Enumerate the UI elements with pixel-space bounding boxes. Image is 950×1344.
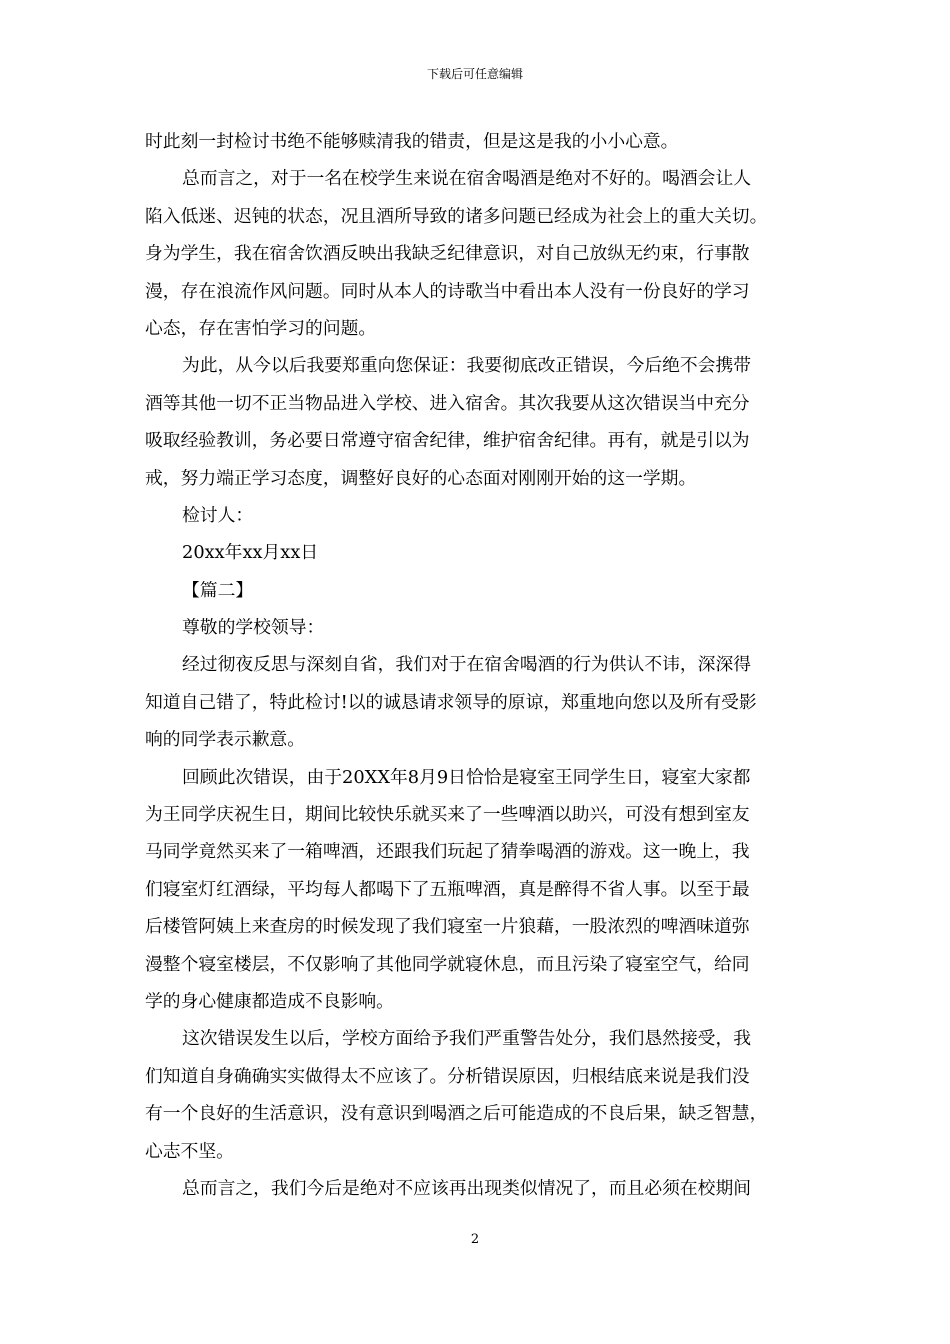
body-line: 们知道自身确确实实做得太不应该了。分析错误原因，归根结底来说是我们没 (145, 1065, 750, 1087)
body-line: 陷入低迷、迟钝的状态，况且酒所导致的诸多问题已经成为社会上的重大关切。 (145, 205, 768, 227)
salutation: 尊敬的学校领导： (182, 617, 325, 639)
body-line: 们寝室灯红酒绿，平均每人都喝下了五瓶啤酒，真是醉得不省人事。以至于最 (145, 878, 750, 900)
body-line: 这次错误发生以后，学校方面给予我们严重警告处分，我们恳然接受，我 (182, 1028, 752, 1050)
signature-label: 检讨人： (182, 504, 254, 526)
page-header: 下载后可任意编辑 (426, 67, 523, 81)
body-line: 漫，存在浪流作风问题。同时从本人的诗歌当中看出本人没有一份良好的学习 (145, 280, 750, 302)
section-heading: 【篇二】 (182, 579, 254, 601)
body-line: 学的身心健康都造成不良影响。 (145, 990, 394, 1012)
body-line: 响的同学表示歉意。 (145, 729, 306, 751)
body-line: 酒等其他一切不正当物品进入学校、进入宿舍。其次我要从这次错误当中充分 (145, 392, 750, 414)
body-line: 总而言之，我们今后是绝对不应该再出现类似情况了，而且必须在校期间 (182, 1177, 752, 1199)
body-line: 马同学竟然买来了一箱啤酒，还跟我们玩起了猜拳喝酒的游戏。这一晚上，我 (145, 841, 750, 863)
body-line: 身为学生，我在宿舍饮酒反映出我缺乏纪律意识，对自己放纵无约束，行事散 (145, 243, 750, 265)
body-line: 知道自己错了，特此检讨!以的诚恳请求领导的原谅，郑重地向您以及所有受影 (145, 691, 757, 713)
body-line: 心态，存在害怕学习的问题。 (145, 317, 377, 339)
body-line: 时此刻一封检讨书绝不能够赎清我的错责，但是这是我的小小心意。 (145, 131, 679, 152)
body-line: 吸取经验教训，务必要日常遵守宿舍纪律，维护宿舍纪律。再有，就是引以为 (145, 430, 750, 452)
body-line: 后楼管阿姨上来查房的时候发现了我们寝室一片狼藉，一股浓烈的啤酒味道弥 (145, 916, 750, 938)
body-line: 回顾此次错误，由于20XX年8月9日恰恰是寝室王同学生日，寝室大家都 (182, 766, 751, 788)
body-line: 有一个良好的生活意识，没有意识到喝酒之后可能造成的不良后果，缺乏智慧， (145, 1103, 768, 1125)
page-number: 2 (470, 1232, 480, 1247)
body-line: 经过彻夜反思与深刻自省，我们对于在宿舍喝酒的行为供认不讳，深深得 (182, 654, 752, 676)
body-line: 为此，从今以后我要郑重向您保证：我要彻底改正错误，今后绝不会携带 (182, 355, 752, 377)
signature-date: 20xx年xx月xx日 (182, 542, 319, 564)
body-line: 总而言之，对于一名在校学生来说在宿舍喝酒是绝对不好的。喝酒会让人 (182, 168, 752, 190)
body-line: 为王同学庆祝生日，期间比较快乐就买来了一些啤酒以助兴，可没有想到室友 (145, 804, 750, 826)
body-line: 心志不坚。 (145, 1140, 234, 1162)
body-line: 漫整个寝室楼层，不仅影响了其他同学就寝休息，而且污染了寝室空气，给同 (145, 953, 750, 975)
document-body (145, 127, 810, 1211)
body-line: 戒，努力端正学习态度，调整好良好的心态面对刚刚开始的这一学期。 (145, 467, 697, 489)
